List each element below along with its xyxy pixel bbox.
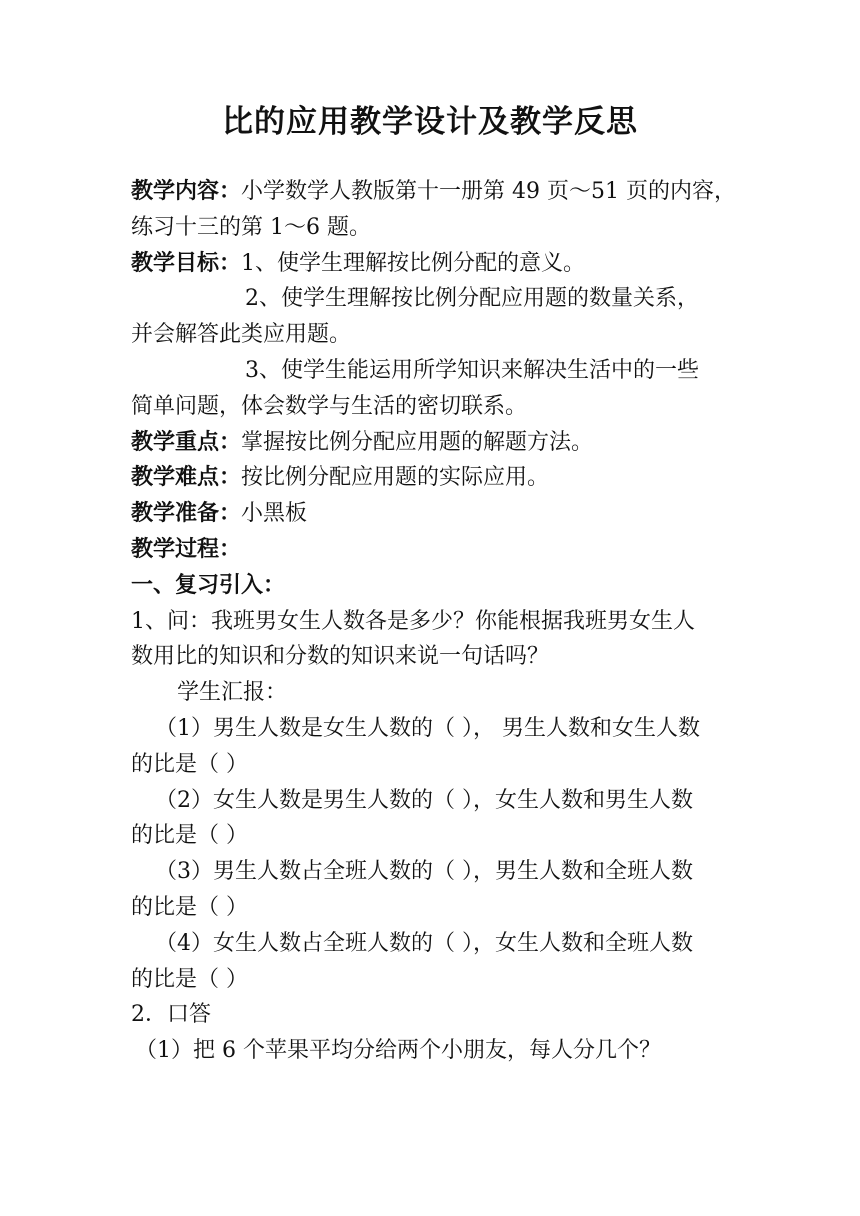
content-line-2: 练习十三的第 1～6 题。 — [131, 214, 371, 240]
difficulty-text: 按比例分配应用题的实际应用。 — [241, 465, 550, 491]
key-point-text: 掌握按比例分配应用题的解题方法。 — [241, 429, 594, 455]
content-text: 小学数学人教版第十一册第 49 页～51 页的内容， — [241, 179, 736, 204]
preparation-text: 小黑板 — [241, 501, 308, 527]
document-body — [131, 174, 736, 1069]
report-item: （1）男生人数是女生人数的（ ）， 男生人数和女生人数 — [155, 715, 700, 741]
oral-heading: 2．口答 — [131, 1002, 211, 1028]
goal-1: 1、使学生理解按比例分配的意义。 — [241, 250, 586, 276]
goals-label: 教学目标： — [131, 250, 242, 276]
goal-2: 2、使学生理解按比例分配应用题的数量关系， — [245, 286, 699, 312]
content-label: 教学内容： — [131, 179, 242, 204]
report-item-cont: 的比是（ ） — [131, 751, 248, 777]
report-label: 学生汇报： — [177, 680, 288, 706]
report-item: （3）男生人数占全班人数的（ ），男生人数和全班人数 — [155, 859, 693, 885]
question-1: 1、问：我班男女生人数各是多少？你能根据我班男女生人 — [131, 608, 695, 634]
report-item: （4）女生人数占全班人数的（ ），女生人数和全班人数 — [155, 930, 693, 956]
oral-question-1: （1）把 6 个苹果平均分给两个小朋友，每人分几个？ — [135, 1038, 661, 1064]
section1-heading: 一、复习引入： — [131, 572, 286, 598]
report-item: （2）女生人数是男生人数的（ ），女生人数和男生人数 — [155, 787, 693, 813]
goals-line — [131, 246, 731, 282]
content-line — [131, 174, 736, 210]
key-point-label: 教学重点： — [131, 429, 242, 455]
report-item-cont: 的比是（ ） — [131, 823, 248, 849]
report-item-cont: 的比是（ ） — [131, 894, 248, 920]
preparation-line — [131, 496, 731, 532]
difficulty-label: 教学难点： — [131, 465, 242, 491]
goal-3: 3、使学生能运用所学知识来解决生活中的一些 — [245, 357, 699, 383]
key-point-line — [131, 425, 731, 461]
document-title: 比的应用教学设计及教学反思 — [222, 104, 638, 140]
preparation-label: 教学准备： — [131, 501, 242, 527]
difficulty-line — [131, 460, 731, 496]
goal-2-cont: 并会解答此类应用题。 — [131, 322, 352, 348]
question-1-cont: 数用比的知识和分数的知识来说一句话吗？ — [131, 644, 550, 670]
process-label: 教学过程： — [131, 536, 242, 562]
goal-3-cont: 简单问题，体会数学与生活的密切联系。 — [131, 393, 528, 419]
report-item-cont: 的比是（ ） — [131, 966, 248, 992]
